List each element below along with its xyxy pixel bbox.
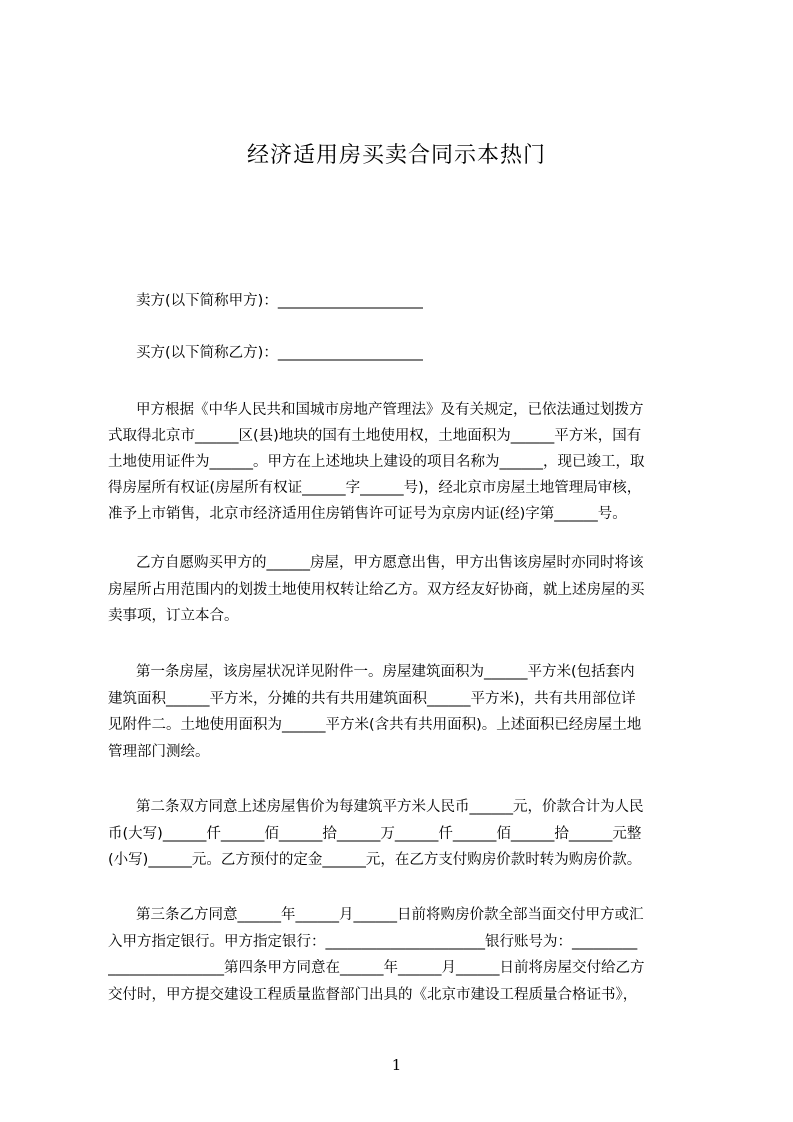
paragraph-3-line-3: 见附件二。土地使用面积为______平方米(含共有共用面积)。上述面积已经房屋土地 <box>108 717 642 733</box>
page-number: 1 <box>391 1056 402 1074</box>
paragraph-1-line-2: 式取得北京市______区(县)地块的国有土地使用权，土地面积为______平方米，国有 <box>108 428 642 444</box>
paragraph-1-line-1: 甲方根据《中华人民共和国城市房地产管理法》及有关规定，已依法通过划拨方 <box>136 402 644 418</box>
paragraph-4-line-2: 币(大写)______仟______佰______拾______万______仟______佰______拾______元整 <box>108 826 642 842</box>
paragraph-4-line-1: 第二条双方同意上述房屋售价为每建筑平方米人民币______元，价款合计为人民 <box>136 799 644 815</box>
paragraph-5-line-4: 交付时，甲方提交建设工程质量监督部门出具的《北京市建设工程质量合格证书》， <box>108 987 638 1003</box>
paragraph-2-line-1: 乙方自愿购买甲方的______房屋，甲方愿意出售，甲方出售该房屋时亦同时将该 <box>136 555 644 571</box>
paragraph-2-line-3: 卖事项，订立本合。 <box>108 608 239 624</box>
page-title: 经济适用房买卖合同示本热门 <box>246 143 546 168</box>
paragraph-1-line-5: 准予上市销售，北京市经济适用住房销售许可证号为京房内证(经)字第______号。 <box>108 506 627 522</box>
seller-line: 卖方(以下简称甲方)：____________________ <box>136 293 423 309</box>
paragraph-2-line-2: 房屋所占用范围内的划拨土地使用权转让给乙方。双方经友好协商，就上述房屋的买 <box>108 582 645 598</box>
paragraph-1-line-3: 土地使用证件为______。甲方在上述地块上建设的项目名称为______，现已竣工，取 <box>108 454 645 470</box>
paragraph-1-line-4: 得房屋所有权证(房屋所有权证______字______号)，经北京市房屋土地管理局审核， <box>108 480 642 496</box>
paragraph-4-line-3: (小写)______元。乙方预付的定金______元，在乙方支付购房价款时转为购房价款。 <box>108 852 642 868</box>
paragraph-3-line-1: 第一条房屋，该房屋状况详见附件一。房屋建筑面积为______平方米(包括套内 <box>136 664 635 680</box>
buyer-line: 买方(以下简称乙方)：____________________ <box>136 345 423 361</box>
paragraph-5-line-3: ________________第四条甲方同意在______年______月______日前将房屋交付给乙方 <box>108 960 645 976</box>
paragraph-5-line-2: 入甲方指定银行。甲方指定银行：______________________银行账号为：_________ <box>108 934 638 950</box>
paragraph-5-line-1: 第三条乙方同意______年______月______日前将购房价款全部当面交付甲方或汇 <box>136 907 644 923</box>
paragraph-3-line-2: 建筑面积______平方米，分摊的共有共用建筑面积______平方米)，共有共用部位详 <box>108 691 636 707</box>
paragraph-3-line-4: 管理部门测绘。 <box>108 744 210 760</box>
